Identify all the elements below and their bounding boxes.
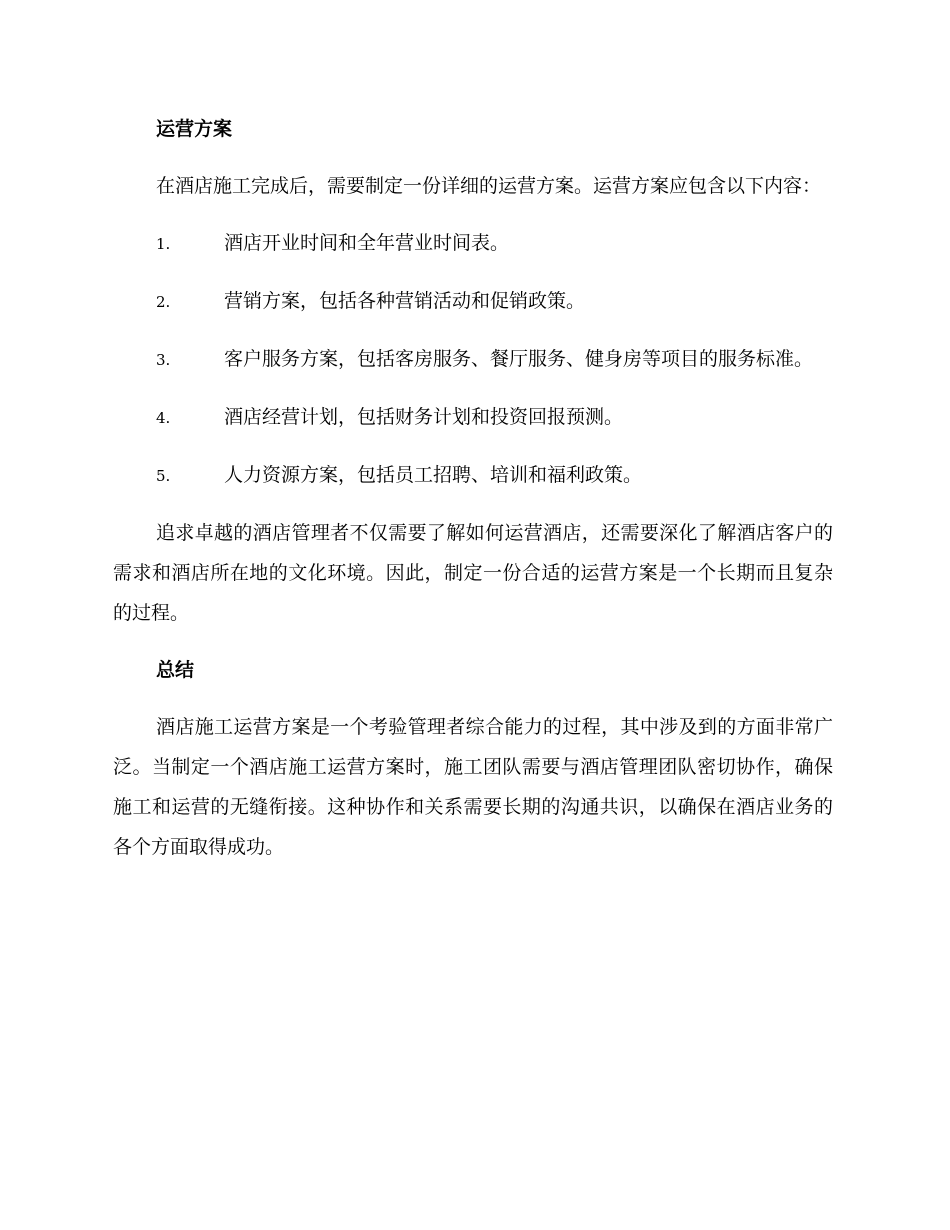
list-item-text: 客户服务方案，包括客房服务、餐厅服务、健身房等项目的服务标准。 <box>224 348 814 370</box>
list-number: 1. <box>156 235 171 253</box>
list-item <box>113 397 833 438</box>
list-item-text: 酒店经营计划，包括财务计划和投资回报预测。 <box>224 406 624 428</box>
document-page <box>113 109 833 884</box>
list-item <box>113 281 833 322</box>
list-item-text: 营销方案，包括各种营销活动和促销政策。 <box>224 290 586 312</box>
list-number: 5. <box>156 467 171 485</box>
list-number: 4. <box>156 409 171 427</box>
list-item <box>113 339 833 380</box>
summary-paragraph: 酒店施工运营方案是一个考验管理者综合能力的过程，其中涉及到的方面非常广泛。当制定一个酒店施工运营方案时，施工团队需要与酒店管理团队密切协作，确保施工和运营的无缝衔接。这种协作和关系需要长期的沟通共识，以确保在酒店业务的各个方面取得成功。 <box>113 716 833 858</box>
section-heading-operations: 运营方案 <box>156 118 233 140</box>
list-item-text: 人力资源方案，包括员工招聘、培训和福利政策。 <box>224 464 643 486</box>
list-number: 3. <box>156 351 171 369</box>
list-number: 2. <box>156 293 171 311</box>
list-item <box>113 223 833 264</box>
section-heading-summary: 总结 <box>156 659 195 681</box>
intro-paragraph: 在酒店施工完成后，需要制定一份详细的运营方案。运营方案应包含以下内容： <box>156 175 822 197</box>
list-item-text: 酒店开业时间和全年营业时间表。 <box>224 232 510 254</box>
closing-paragraph: 追求卓越的酒店管理者不仅需要了解如何运营酒店，还需要深化了解酒店客户的需求和酒店所在地的文化环境。因此，制定一份合适的运营方案是一个长期而且复杂的过程。 <box>113 522 833 624</box>
list-item <box>113 455 833 496</box>
